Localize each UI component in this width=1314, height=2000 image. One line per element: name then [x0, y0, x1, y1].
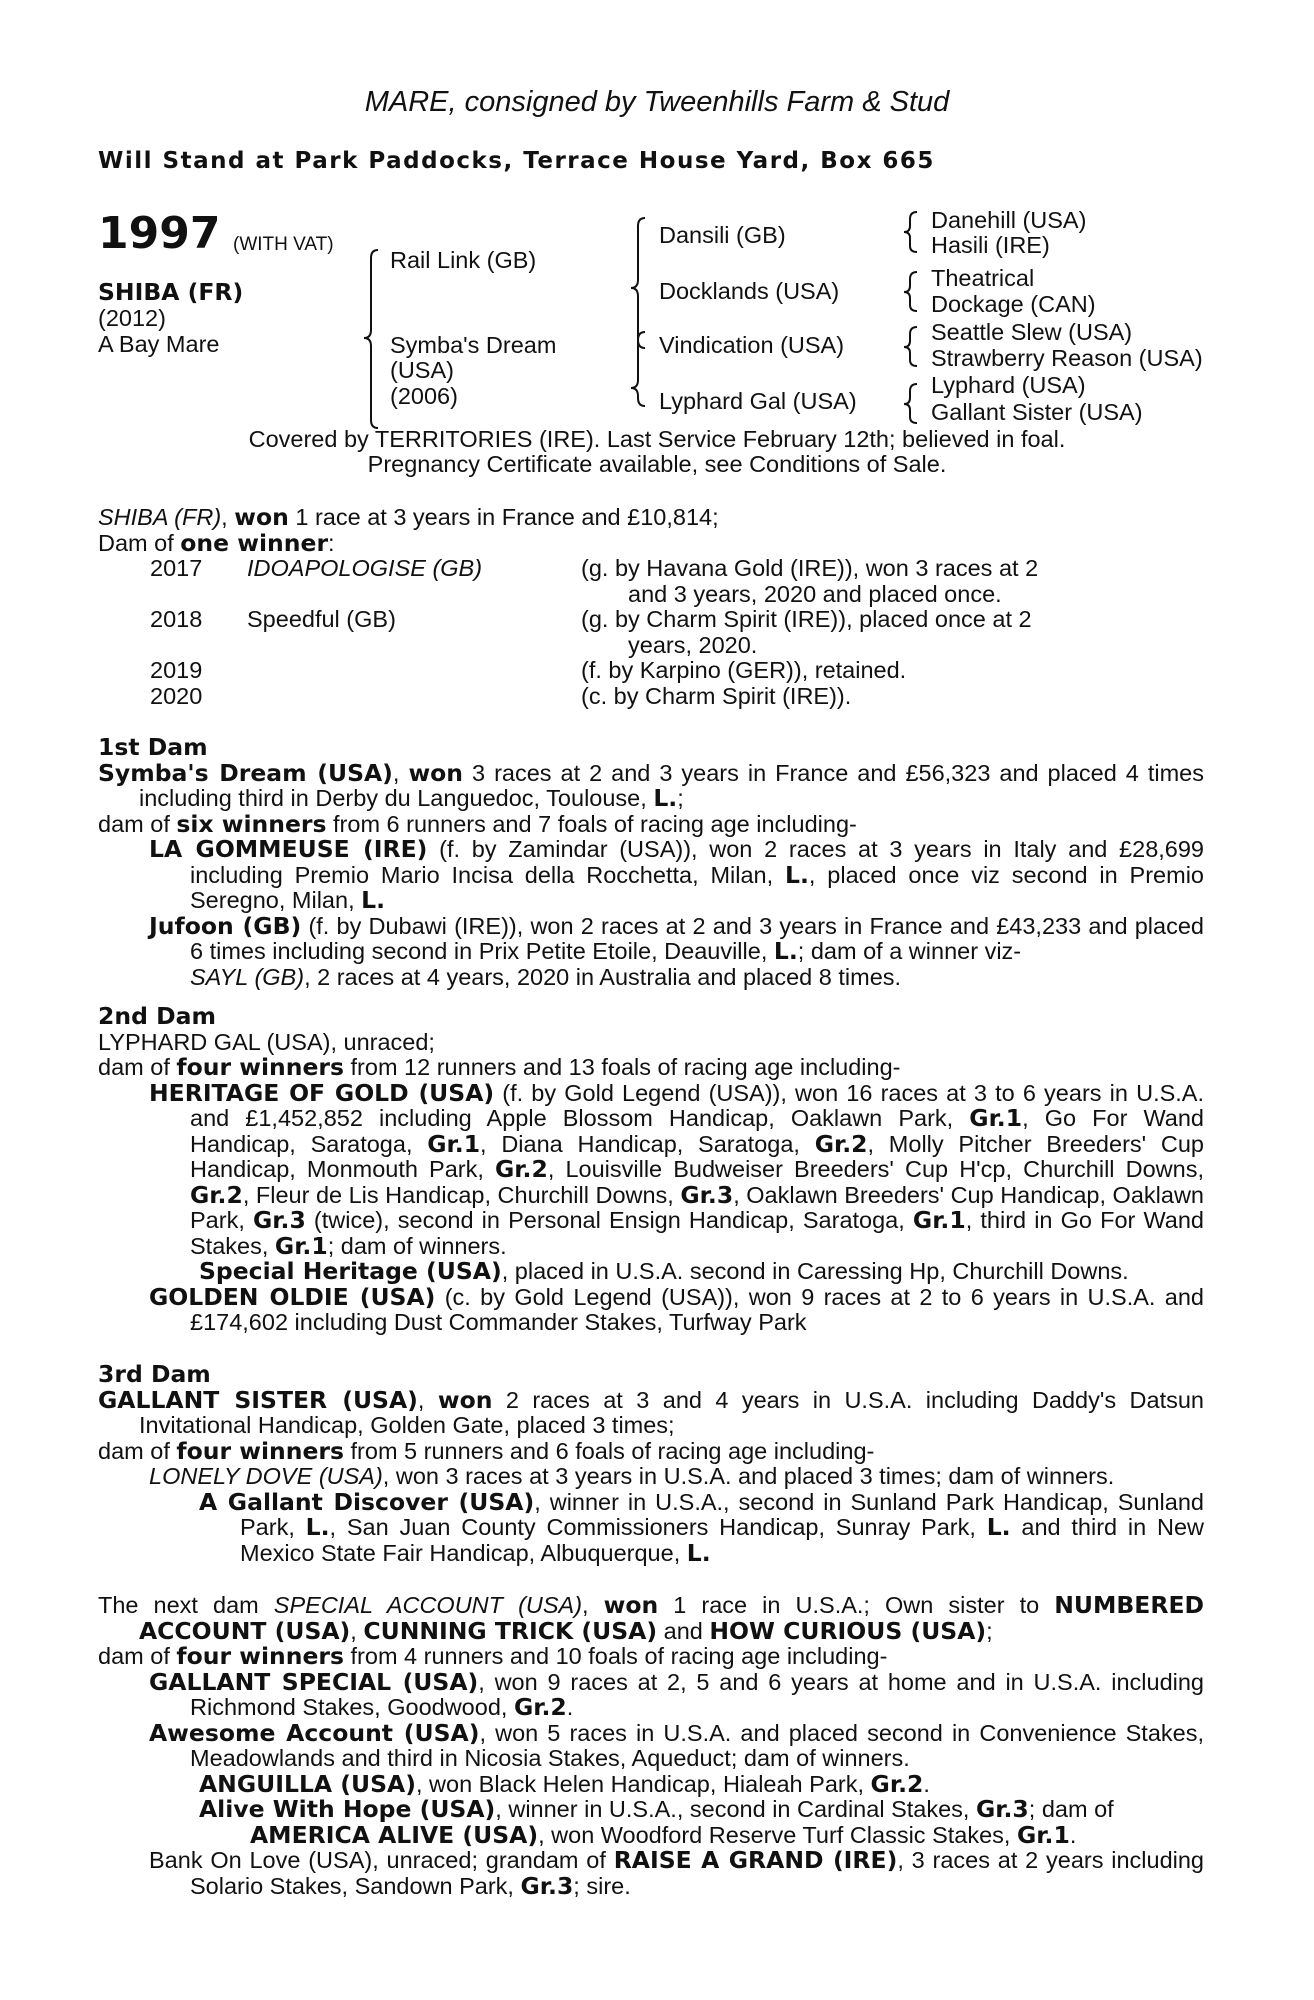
second-dam-offspring: HERITAGE OF GOLD (USA) (f. by Gold Legend (USA)), won 16 races at 3 to 6 years in U.S.A. and £1,452,852 including Apple Blossom Handicap, Oaklawn Park, Gr.1, Go For Wand Handicap, Saratoga, Gr.1, Diana Handicap, Saratoga, Gr.2, Molly Pitcher Breeders' Cup Handicap, Monmouth Park, Gr.2, Louisville Budweiser Breeders' Cup H'cp, Churchill Downs, Gr.2, Fleur de Lis Handicap, Churchill Downs, Gr.3, Oaklawn Breeders' Cup Handicap, Oaklawn Park, Gr.3 (twice), second in Personal Ensign Handicap, Saratoga, Gr.1, third in Go For Wand Stakes, Gr.1; dam of winners.	[149, 1078, 1204, 1260]
second-dam-record: LYPHARD GAL (USA), unraced;	[98, 1028, 435, 1055]
first-dam-heading: 1st Dam	[98, 733, 208, 761]
dam-country: (USA)	[390, 357, 454, 383]
dam-year: (2006)	[390, 383, 458, 409]
horse-description: A Bay Mare	[98, 331, 220, 357]
next-dam-offspring: Awesome Account (USA), won 5 races in U.S.A. and placed second in Convenience Stakes, Meadowlands and third in Nicosia Stakes, Aqueduct; dam of winners.	[149, 1718, 1204, 1771]
second-dam-grand-offspring: Special Heritage (USA), placed in U.S.A. second in Caressing Hp, Churchill Downs.	[199, 1257, 1129, 1285]
bracket-dam	[631, 332, 645, 406]
dam-name: Symba's Dream	[390, 332, 557, 358]
first-dam-offspring: LA GOMMEUSE (IRE) (f. by Zamindar (USA)), won 2 races at 3 years in Italy and £28,699 including Premio Mario Incisa della Rocchetta, Milan, L., placed once viz second in Premio Seregno, Milan, L.	[149, 835, 1205, 914]
sire-dam-dam: Dockage (CAN)	[931, 291, 1096, 317]
dam-sire-dam: Strawberry Reason (USA)	[931, 345, 1203, 371]
next-dam-grand-offspring: Alive With Hope (USA), winner in U.S.A., second in Cardinal Stakes, Gr.3; dam of	[199, 1795, 1114, 1823]
next-dam-record: The next dam SPECIAL ACCOUNT (USA), won 1 race in U.S.A.; Own sister to NUMBERED ACCOUNT (USA), CUNNING TRICK (USA) and HOW CURIOUS (USA);	[98, 1591, 1205, 1645]
second-dam-heading: 2nd Dam	[98, 1002, 216, 1030]
lot-number: 1997	[98, 208, 221, 259]
sire-sire-dam: Hasili (IRE)	[931, 232, 1050, 258]
third-dam-section	[98, 1362, 1204, 1566]
next-dam-produce-summary: dam of four winners from 4 runners and 10 foals of racing age including-	[98, 1642, 888, 1670]
dam-dam: Lyphard Gal (USA)	[659, 388, 857, 414]
first-dam-produce-summary: dam of six winners from 6 runners and 7 foals of racing age including-	[98, 809, 857, 838]
produce-table	[150, 556, 1121, 709]
third-dam-heading: 3rd Dam	[98, 1360, 211, 1388]
next-dam-section	[98, 1593, 1204, 1899]
third-dam-grand-offspring: A Gallant Discover (USA), winner in U.S.A., second in Sunland Park Handicap, Sunland Park, L., San Juan County Commissioners Handicap, Sunray Park, L. and third in New Mexico State Fair Handicap, Albuquerque, L.	[199, 1487, 1204, 1567]
next-dam-offspring: GALLANT SPECIAL (USA), won 9 races at 2, 5 and 6 years at home and in U.S.A. including Richmond Stakes, Goodwood, Gr.2.	[149, 1667, 1205, 1721]
second-dam-offspring: GOLDEN OLDIE (USA) (c. by Gold Legend (USA)), won 9 races at 2 to 6 years in U.S.A. and £174,602 including Dust Commander Stakes, Turfway Park	[149, 1282, 1204, 1335]
third-dam-produce-summary: dam of four winners from 5 runners and 6 foals of racing age including-	[98, 1436, 875, 1465]
bracket-sire	[631, 218, 645, 348]
pedigree-brackets	[0, 0, 1314, 440]
horse-name: SHIBA (FR)	[98, 278, 244, 306]
stand-location: Will Stand at Park Paddocks, Terrace House Yard, Box 665	[98, 148, 935, 174]
third-dam-record: GALLANT SISTER (USA), won 2 races at 3 and 4 years in U.S.A. including Daddy's Datsun Invitational Handicap, Golden Gate, placed 3 times;	[98, 1385, 1204, 1438]
sire-dam-sire: Theatrical	[931, 265, 1035, 291]
next-dam-great-grand-offspring: AMERICA ALIVE (USA), won Woodford Reserve Turf Classic Stakes, Gr.1.	[250, 1820, 1077, 1849]
first-dam-offspring: Jufoon (GB) (f. by Dubawi (IRE)), won 2 races at 2 and 3 years in France and £43,233 and placed 6 times including second in Prix Petite Etoile, Deauville, L.; dam of a winner viz- SAYL (GB), 2 races at 4 years, 2020 in Australia and placed 8 times.	[149, 911, 1204, 990]
produce-row: 2017 IDOAPOLOGISE (GB) (g. by Havana Gold (IRE)), won 3 races at 2 and 3 years, 2020 and placed once.	[150, 555, 1039, 607]
page-title: MARE, consigned by Tweenhills Farm & Stud	[364, 86, 950, 118]
dam-dam-sire: Lyphard (USA)	[931, 372, 1086, 398]
second-dam-section	[98, 1004, 1204, 1336]
sire-sire: Dansili (GB)	[659, 222, 786, 248]
covered-note: Covered by TERRITORIES (IRE). Last Service February 12th; believed in foal.	[248, 426, 1066, 452]
sire-name: Rail Link (GB)	[390, 247, 537, 273]
vat-note: (WITH VAT)	[233, 234, 334, 255]
first-dam-section	[98, 735, 1204, 990]
sire-dam: Docklands (USA)	[659, 278, 840, 304]
dam-dam-dam: Gallant Sister (USA)	[931, 399, 1143, 425]
produce-dam-of: Dam of one winner:	[98, 528, 335, 557]
produce-row: 2019 (f. by Karpino (GER)), retained.	[150, 657, 907, 683]
next-dam-grand-offspring: ANGUILLA (USA), won Black Helen Handicap, Hialeah Park, Gr.2.	[199, 1769, 930, 1798]
produce-intro: SHIBA (FR), won 1 race at 3 years in France and £10,814;	[98, 503, 719, 531]
produce-section	[98, 505, 1204, 709]
first-dam-record: Symba's Dream (USA), won 3 races at 2 and 3 years in France and £56,323 and placed 4 times including third in Derby du Languedoc, Toulouse, L.;	[98, 758, 1204, 812]
next-dam-offspring: Bank On Love (USA), unraced; grandam of RAISE A GRAND (IRE), 3 races at 2 years including Solario Stakes, Sandown Park, Gr.3; sire.	[149, 1846, 1205, 1900]
sire-sire-sire: Danehill (USA)	[931, 207, 1087, 233]
third-dam-offspring: LONELY DOVE (USA), won 3 races at 3 years in U.S.A. and placed 3 times; dam of winners.	[149, 1463, 1115, 1489]
horse-year: (2012)	[98, 305, 166, 331]
certificate-note: Pregnancy Certificate available, see Conditions of Sale.	[367, 451, 947, 477]
produce-row: 2018 Speedful (GB) (g. by Charm Spirit (IRE)), placed once at 2 years, 2020.	[150, 606, 1032, 658]
second-dam-produce-summary: dam of four winners from 12 runners and 13 foals of racing age including-	[98, 1053, 901, 1081]
produce-row: 2020 (c. by Charm Spirit (IRE)).	[150, 682, 852, 709]
dam-sire-sire: Seattle Slew (USA)	[931, 319, 1133, 345]
dam-sire: Vindication (USA)	[659, 332, 845, 358]
